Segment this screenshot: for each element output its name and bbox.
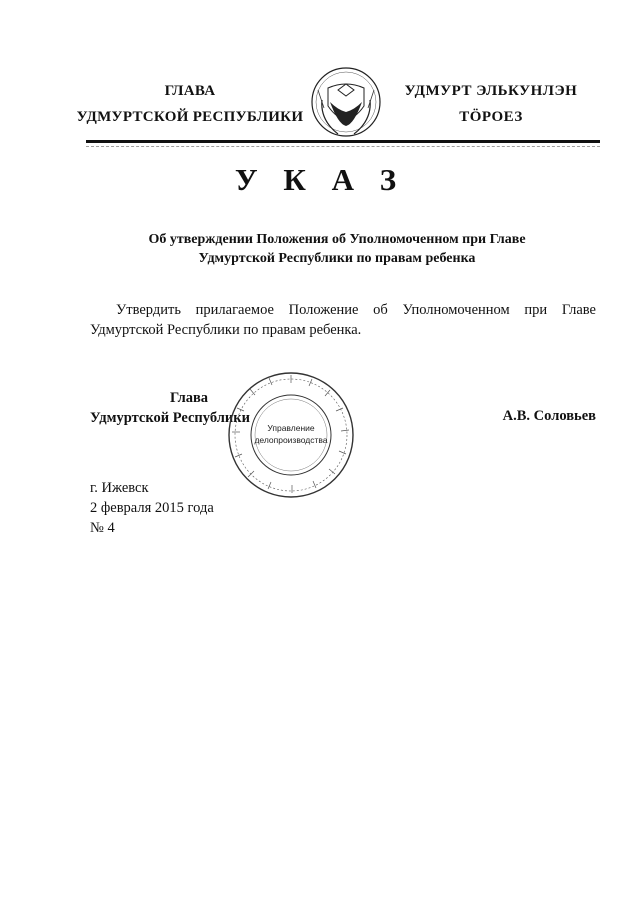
issue-details bbox=[90, 478, 214, 538]
header-left-line2: УДМУРТСКОЙ РЕСПУБЛИКИ bbox=[76, 109, 304, 125]
subject-line1: Об утверждении Положения об Уполномоченном при Главе bbox=[148, 232, 526, 247]
header-right-line2: ТӦРОЕЗ bbox=[459, 109, 523, 125]
header-right bbox=[396, 78, 586, 130]
document-title: У К А З bbox=[234, 162, 406, 197]
official-stamp-icon bbox=[226, 370, 356, 500]
stamp-line2: делопроизводства bbox=[254, 435, 328, 445]
header-rule-dots bbox=[86, 146, 600, 147]
document-subject bbox=[90, 230, 584, 268]
header-rule bbox=[86, 140, 600, 143]
header-left bbox=[70, 78, 310, 130]
signatory-role-line1: Глава bbox=[170, 390, 209, 406]
issue-number: № 4 bbox=[90, 520, 115, 536]
issue-place: г. Ижевск bbox=[90, 480, 149, 496]
issue-date: 2 февраля 2015 года bbox=[90, 500, 214, 516]
coat-of-arms-icon bbox=[308, 62, 384, 142]
stamp-line1: Управление bbox=[267, 423, 315, 433]
header-right-line1: УДМУРТ ЭЛЬКУНЛЭН bbox=[404, 83, 578, 99]
signatory-role-line2: Удмуртской Республики bbox=[90, 410, 250, 426]
subject-line2: Удмуртской Республики по правам ребенка bbox=[198, 251, 476, 266]
signatory-name: А.В. Соловьев bbox=[502, 408, 596, 424]
document-body: Утвердить прилагаемое Положение об Уполномоченном при Главе Удмуртской Республики по правам ребенка. bbox=[90, 302, 596, 338]
header-left-line1: ГЛАВА bbox=[164, 83, 216, 99]
